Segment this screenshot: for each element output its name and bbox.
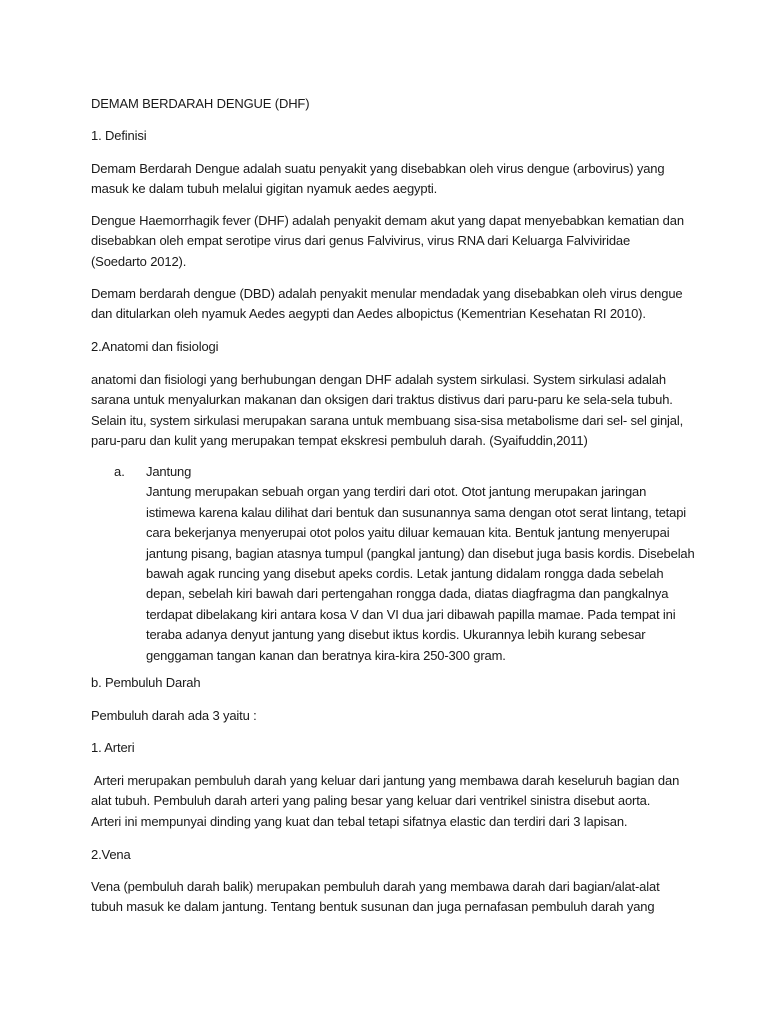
list-marker-a: a. bbox=[114, 464, 125, 479]
paragraph-vena: Vena (pembuluh darah balik) merupakan pembuluh darah yang membawa darah dari bagian/alat-alat tubuh masuk ke dalam jantung. Tentang bentuk susunan dan juga pernafasan pembuluh darah yang bbox=[91, 879, 660, 915]
paragraph-anatomi: anatomi dan fisiologi yang berhubungan dengan DHF adalah system sirkulasi. System sirkulasi adalah sarana untuk menyalurkan makanan dan oksigen dari traktus distivus dari paru-paru ke sela-sela tubuh. Selain itu, system sirkulasi merupakan sarana untuk membuang sisa-sisa metabolisme dari sel- sel ginjal, paru-paru dan kulit yang merupakan tempat ekskresi pembuluh darah. (Syaifuddin,2011) bbox=[91, 372, 684, 449]
list-item-jantung: Jantung Jantung merupakan sebuah organ yang terdiri dari otot. Otot jantung merupakan jaringan istimewa karena kalau dilihat dari bentuk dan susunannya sama dengan otot serat lintang, tetapi cara bekerjanya menyerupai otot polos yaitu diluar kemauan kita. Bentuk jantung menyerupai jantung pisang, bagian atasnya tumpul (pangkal jantung) dan disebut juga basis kordis. Disebelah bawah agak runcing yang disebut apeks cordis. Letak jantung didalam rongga dada sebelah depan, sebelah kiri bawah dari pertengahan rongga dada, diatas diagfragma dan pangkalnya terdapat dibelakang kiri antara kosa V dan VI dua jari dibawah papilla mamae. Pada tempat ini teraba adanya denyut jantung yang disebut iktus kordis. Ukurannya lebih kurang sebesar genggaman tangan kanan dan beratnya kira-kira 250-300 gram. bbox=[146, 464, 695, 663]
section-heading-anatomi: 2.Anatomi dan fisiologi bbox=[91, 339, 219, 354]
document-title: DEMAM BERDARAH DENGUE (DHF) bbox=[91, 96, 310, 111]
section-heading-pembuluh-darah: b. Pembuluh Darah bbox=[91, 675, 201, 690]
paragraph-definition-3: Demam berdarah dengue (DBD) adalah penyakit menular mendadak yang disebabkan oleh virus dengue dan ditularkan oleh nyamuk Aedes aegypti dan Aedes albopictus (Kementrian Kesehatan RI 2010). bbox=[91, 286, 683, 322]
section-heading-vena: 2.Vena bbox=[91, 847, 131, 862]
paragraph-arteri: Arteri merupakan pembuluh darah yang keluar dari jantung yang membawa darah keseluruh bagian dan alat tubuh. Pembuluh darah arteri yang paling besar yang keluar dari ventrikel sinistra disebut aorta. Arteri ini mempunyai dinding yang kuat dan tebal tetapi sifatnya elastic dan terdiri dari 3 lapisan. bbox=[91, 773, 680, 829]
paragraph-definition-2: Dengue Haemorrhagik fever (DHF) adalah penyakit demam akut yang dapat menyebabkan kematian dan disebabkan oleh empat serotipe virus dari genus Falvivirus, virus RNA dari Keluarga Falviviridae (Soedarto 2012). bbox=[91, 213, 684, 269]
section-heading-arteri: 1. Arteri bbox=[91, 740, 135, 755]
paragraph-definition-1: Demam Berdarah Dengue adalah suatu penyakit yang disebabkan oleh virus dengue (arbovirus) yang masuk ke dalam tubuh melalui gigitan nyamuk aedes aegypti. bbox=[91, 161, 665, 197]
paragraph-pembuluh-intro: Pembuluh darah ada 3 yaitu : bbox=[91, 708, 257, 723]
section-heading-definisi: 1. Definisi bbox=[91, 128, 147, 143]
